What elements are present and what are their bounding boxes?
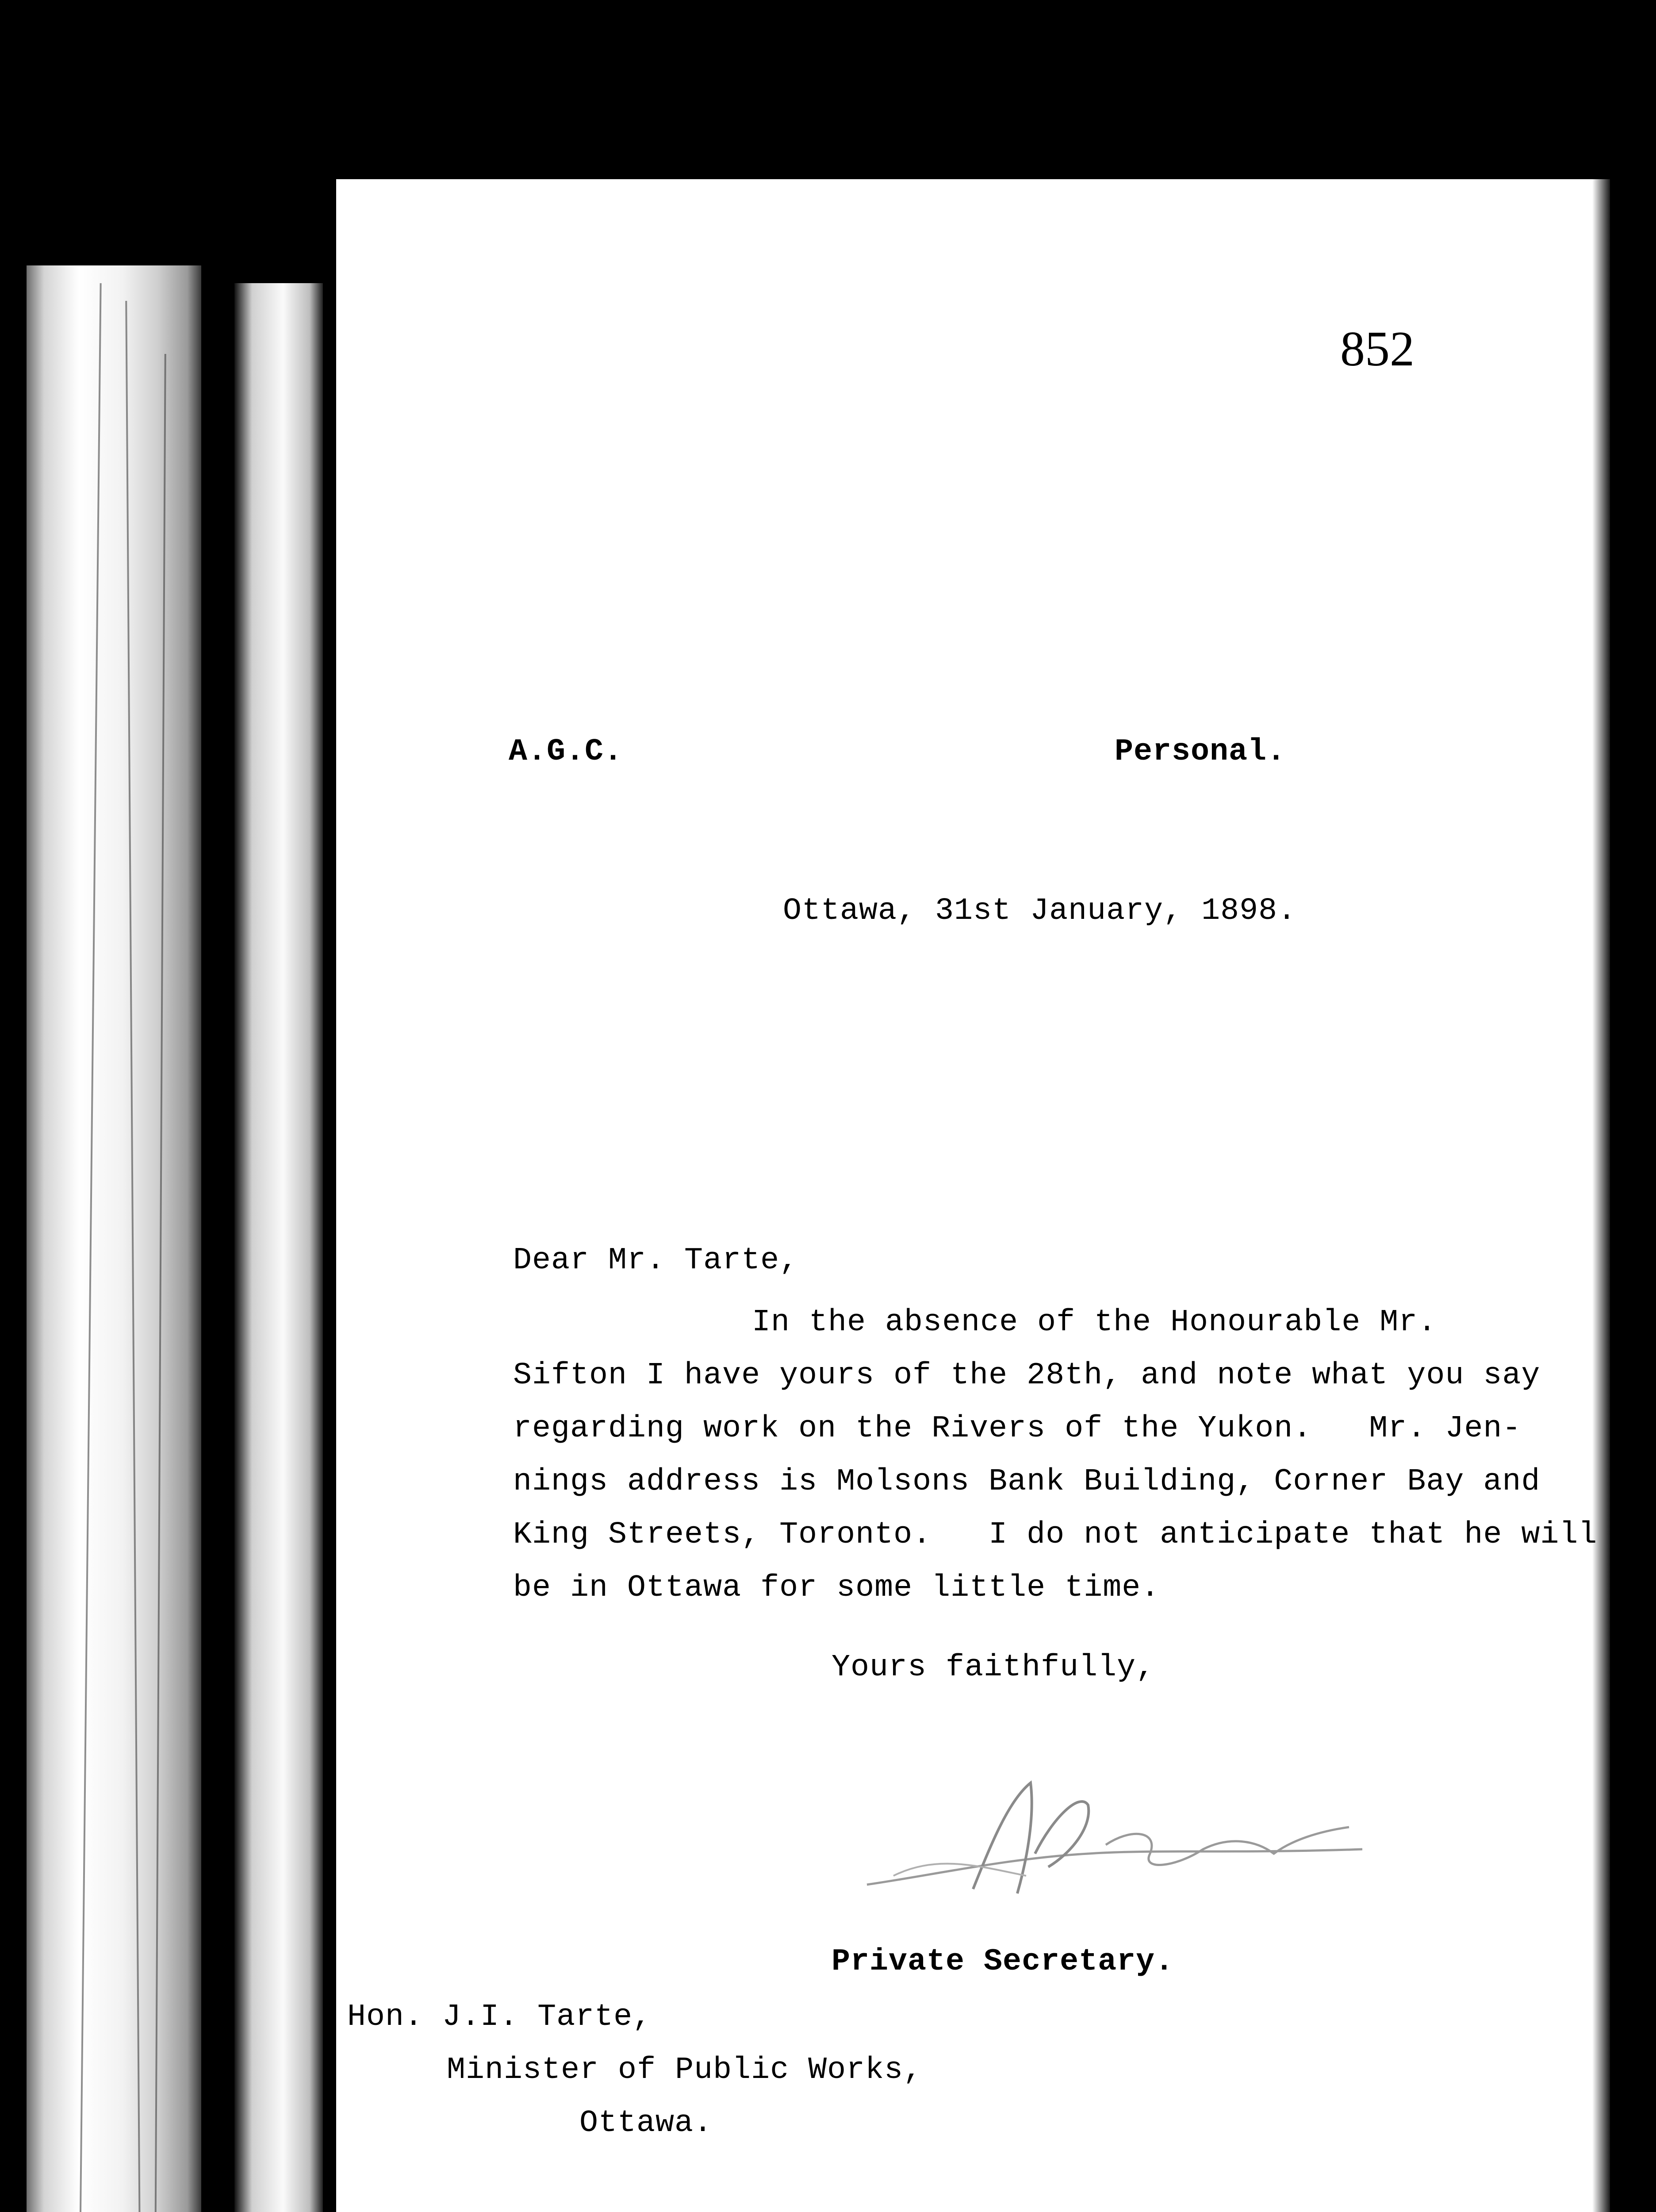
reference-initials: A.G.C.: [509, 734, 623, 769]
body-line: nings address is Molsons Bank Building, Corner Bay and: [513, 1464, 1541, 1499]
body-line: King Streets, Toronto. I do not anticipate that he will: [513, 1517, 1598, 1552]
handwritten-signature: [840, 1765, 1384, 1911]
date-line: Ottawa, 31st January, 1898.: [783, 894, 1297, 929]
body-line: Sifton I have yours of the 28th, and note what you say: [513, 1358, 1541, 1393]
page-number: 852: [1340, 322, 1414, 376]
body-line: regarding work on the Rivers of the Yukon. Mr. Jen-: [513, 1411, 1522, 1446]
addressee-position: Minister of Public Works,: [447, 2053, 923, 2088]
binding-fold: [234, 283, 323, 2212]
signer-title: Private Secretary.: [832, 1944, 1174, 1979]
body-line: In the absence of the Honourable Mr.: [752, 1305, 1437, 1340]
addressee-city: Ottawa.: [579, 2106, 713, 2141]
addressee-name: Hon. J.I. Tarte,: [347, 2000, 652, 2035]
body-line: be in Ottawa for some little time.: [513, 1571, 1160, 1605]
binding-strip: [27, 265, 201, 2212]
classification-mark: Personal.: [1115, 734, 1286, 769]
closing: Yours faithfully,: [832, 1650, 1155, 1685]
salutation: Dear Mr. Tarte,: [513, 1243, 799, 1278]
page-edge-shadow: [1592, 179, 1610, 2212]
